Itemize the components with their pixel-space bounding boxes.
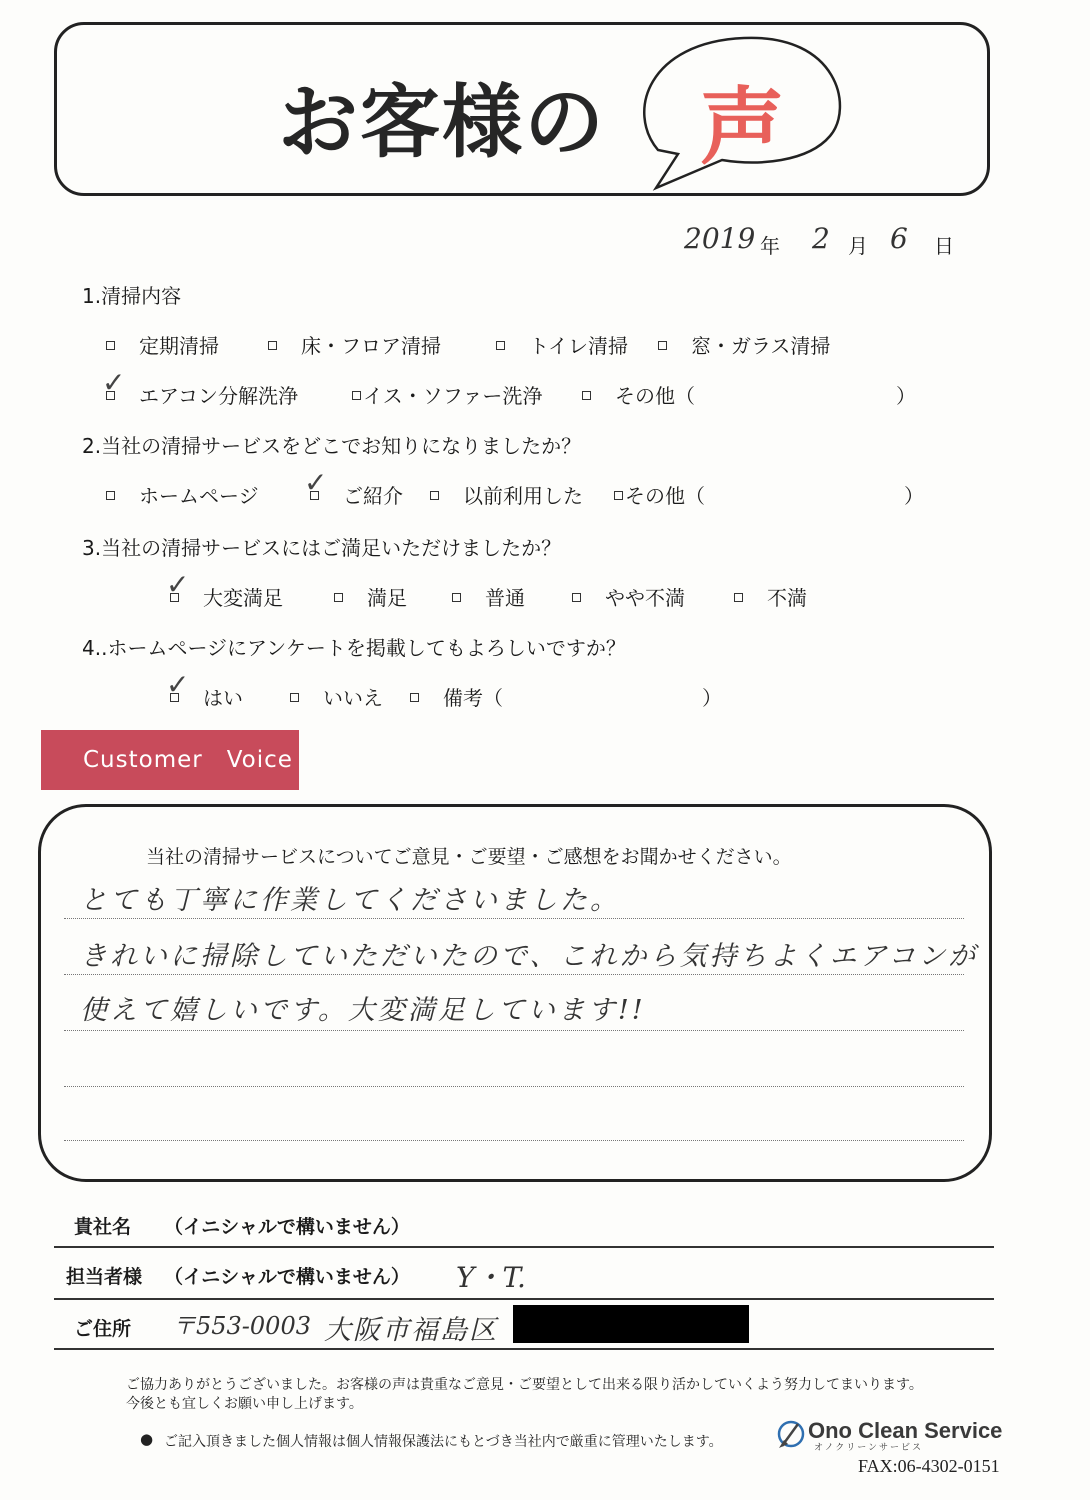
page-title: お客様の [278,76,606,169]
voice-line-2: きれいに掃除していただいたので、これから気持ちよくエアコンが [80,941,979,972]
writing-line [64,918,964,919]
checkbox[interactable] [334,593,343,602]
address-postal: 〒553-0003 [172,1312,311,1340]
q4-option-no[interactable]: いいえ [290,682,383,711]
privacy-note: ご記入頂きました個人情報は個人情報保護法にもとづき当社内で厳重に管理いたします。 [164,1434,723,1450]
checkbox[interactable] [658,341,667,350]
q2-close-paren: ） [904,484,924,508]
checkbox[interactable] [430,491,439,500]
q1-option-floor[interactable]: 床・フロア清掃 [268,330,441,359]
privacy-bullet: ● [140,1430,154,1448]
company-logo: Ono Clean Service [808,1418,1003,1443]
date-day-value: 6 [890,222,908,255]
q4-close-paren: ） [702,686,722,710]
checkbox[interactable] [452,593,461,602]
fax-number: FAX:06-4302-0151 [858,1456,1000,1476]
field-divider [54,1348,994,1350]
date-year-label: 年 [760,234,780,258]
q1-option-toilet[interactable]: トイレ清掃 [496,330,628,359]
writing-line [64,1140,964,1141]
checkbox[interactable] [496,341,505,350]
check-mark-icon: ✓ [304,466,328,499]
q1-close-paren: ） [896,384,916,408]
field-divider [54,1246,994,1248]
redaction-block [513,1305,749,1343]
checkbox[interactable] [410,693,419,702]
question-4-label: 4..ホームページにアンケートを掲載してもよろしいですか？ [82,636,626,660]
checkbox[interactable] [290,693,299,702]
question-2-label: 2.当社の清掃サービスをどこでお知りになりましたか？ [82,434,582,458]
checkbox[interactable] [614,491,623,500]
address-label: ご住所 [74,1318,132,1340]
voice-line-3: 使えて嬉しいです。大変満足しています!! [80,995,646,1026]
date-day-label: 日 [934,234,954,258]
check-mark-icon: ✓ [166,668,190,701]
customer-voice-badge: Customer Voice [41,730,299,790]
broom-logo-icon [776,1418,806,1450]
date-year-value: 2019 [684,222,756,255]
writing-line [64,974,964,975]
q3-option-very-satisfied[interactable]: 大変満足 [170,582,283,611]
field-divider [54,1298,994,1300]
q1-option-sofa[interactable]: イス・ソファー洗浄 [352,380,542,409]
voice-prompt: 当社の清掃サービスについてご意見・ご要望・ご感想をお聞かせください。 [146,846,792,868]
q3-option-satisfied[interactable]: 満足 [334,582,407,611]
check-mark-icon: ✓ [102,366,126,399]
q1-option-other[interactable]: その他（ [582,380,695,409]
checkbox[interactable] [352,391,361,400]
q1-option-regular[interactable]: 定期清掃 [106,330,219,359]
address-value: 大阪市福島区 [324,1315,498,1346]
q2-option-other[interactable]: その他（ [614,480,705,509]
thanks-text-2: 今後とも宜しくお願い申し上げます。 [126,1396,363,1412]
q3-option-neutral[interactable]: 普通 [452,582,525,611]
question-3-label: 3.当社の清掃サービスにはご満足いただけましたか？ [82,536,562,560]
q3-option-somewhat-dissatisfied[interactable]: やや不満 [572,582,685,611]
person-label: 担当者様 [66,1266,143,1288]
person-value: Y・T. [456,1261,526,1294]
voice-line-1: とても丁寧に作業してくださいました。 [80,885,620,916]
checkbox[interactable] [572,593,581,602]
date-month-label: 月 [848,234,868,258]
writing-line [64,1030,964,1031]
q2-option-homepage[interactable]: ホームページ [106,480,259,509]
title-accent: 声 [700,78,785,176]
checkbox[interactable] [734,593,743,602]
q4-option-remarks[interactable]: 備考（ [410,682,503,711]
q1-option-window[interactable]: 窓・ガラス清掃 [658,330,830,359]
person-hint: （イニシャルで構いません） [164,1266,410,1288]
q4-option-yes[interactable]: はい [170,682,243,711]
thanks-text-1: ご協力ありがとうございました。お客様の声は貴重なご意見・ご要望として出来る限り活かしていくよう努力してまいります。 [126,1377,923,1393]
company-hint: （イニシャルで構いません） [164,1216,410,1238]
date-month-value: 2 [812,222,830,255]
checkbox[interactable] [106,491,115,500]
company-label: 貴社名 [74,1216,132,1238]
writing-line [64,1086,964,1087]
company-logo-sub: オノクリーンサービス [814,1443,924,1453]
check-mark-icon: ✓ [166,568,190,601]
checkbox[interactable] [268,341,277,350]
q3-option-dissatisfied[interactable]: 不満 [734,582,807,611]
q1-option-aircon[interactable]: エアコン分解洗浄 [106,380,298,409]
checkbox[interactable] [106,341,115,350]
question-1-label: 1.清掃内容 [82,284,182,308]
q2-option-previous[interactable]: 以前利用した [430,480,583,509]
checkbox[interactable] [582,391,591,400]
q2-option-referral[interactable]: ご紹介 [310,480,403,509]
